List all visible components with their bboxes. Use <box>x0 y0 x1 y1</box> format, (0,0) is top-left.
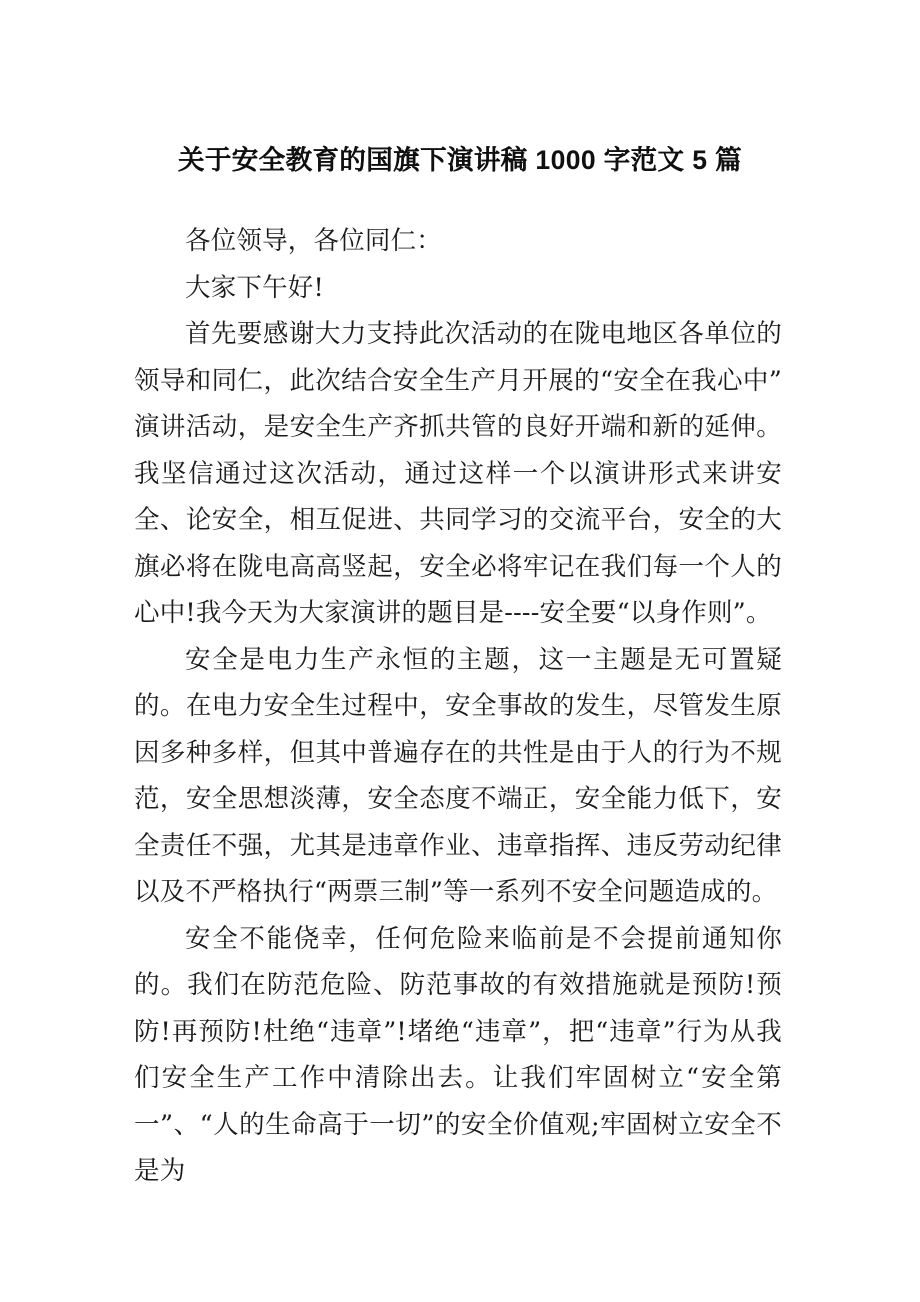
paragraph-greeting: 大家下午好! <box>185 272 324 303</box>
paragraph-salutation: 各位领导，各位同仁： <box>185 226 443 256</box>
paragraph-body-2: 安全是电力生产永恒的主题，这一主题是无可置疑的。在电力安全生过程中，安全事故的发生，尽管发生原因多种多样，但其中普遍存在的共性是由于人的行为不规范，安全思想淡薄，安全态度不端正，安全能力低下，安全责任不强，尤其是违章作业、违章指挥、违反劳动纪律以及不严格执行“两票三制”等一系列不安全问题造成的。 <box>134 644 782 907</box>
paragraph-body-1: 首先要感谢大力支持此次活动的在陇电地区各单位的领导和同仁，此次结合安全生产月开展的“安全在我心中”演讲活动，是安全生产齐抓共管的良好开端和新的延伸。我坚信通过这次活动，通过这样一个以演讲形式来讲安全、论安全，相互促进、共同学习的交流平台，安全的大旗必将在陇电高高竖起，安全必将牢记在我们每一个人的心中!我今天为大家演讲的题目是----安全要“以身作则”。 <box>134 319 782 628</box>
paragraph-body-3: 安全不能侥幸，任何危险来临前是不会提前通知你的。我们在防范危险、防范事故的有效措施就是预防!预防!再预防!杜绝“违章”!堵绝“违章”，把“违章”行为从我们安全生产工作中清除出去。让我们牢固树立“安全第一”、“人的生命高于一切”的安全价值观;牢固树立安全不是为 <box>134 923 782 1186</box>
page-title: 关于安全教育的国旗下演讲稿 1000 字范文 5 篇 <box>177 144 743 175</box>
document-body <box>134 218 782 1195</box>
